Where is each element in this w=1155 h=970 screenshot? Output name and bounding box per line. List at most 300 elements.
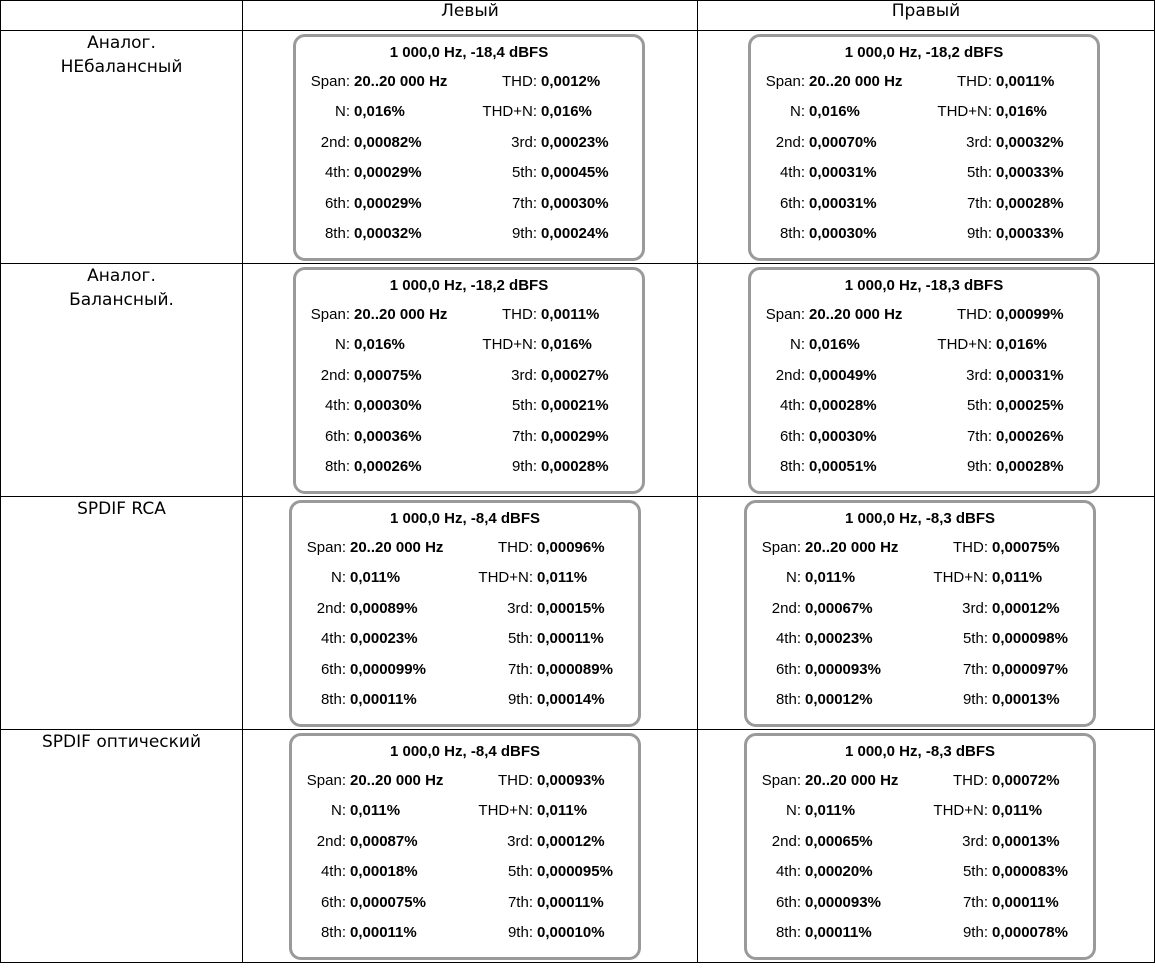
metric-value: 0,00030% xyxy=(541,194,609,212)
metric-right xyxy=(924,330,1097,360)
metric-value: 0,00036% xyxy=(354,427,422,445)
metric-row xyxy=(296,189,642,219)
metric-left xyxy=(747,857,920,887)
metric-left xyxy=(751,452,924,482)
metric-label: N: xyxy=(335,336,350,354)
metric-value: 0,00033% xyxy=(996,224,1064,242)
metric-label: 7th: xyxy=(507,660,533,678)
metric-label: 5th: xyxy=(507,630,533,648)
metric-row xyxy=(751,67,1097,97)
panel-title: 1 000,0 Hz, -8,3 dBFS xyxy=(844,743,996,760)
metric-left xyxy=(296,97,469,127)
metric-value: 20..20 000 Hz xyxy=(354,306,448,323)
metric-label: THD+N: xyxy=(482,336,537,354)
metric-label: Span: xyxy=(310,306,350,323)
metric-value: 0,00028% xyxy=(809,397,877,415)
metric-left xyxy=(747,624,920,654)
row-label: SPDIF RCA xyxy=(1,497,243,730)
metric-label: 9th: xyxy=(511,457,537,475)
metric-label: Span: xyxy=(761,539,801,556)
metric-row xyxy=(296,361,642,391)
metric-left xyxy=(292,888,465,918)
metric-right xyxy=(469,452,642,482)
metric-label: 5th: xyxy=(962,863,988,881)
metric-row xyxy=(751,219,1097,249)
metric-value: 20..20 000 Hz xyxy=(805,772,899,789)
metric-value: 0,016% xyxy=(354,103,405,121)
metric-value: 0,00045% xyxy=(541,164,609,182)
metric-right xyxy=(924,158,1097,188)
metric-row xyxy=(292,685,638,715)
table-row xyxy=(1,31,1155,264)
metric-label: 9th: xyxy=(507,690,533,708)
metric-value: 20..20 000 Hz xyxy=(809,73,903,90)
metric-label: 2nd: xyxy=(771,832,801,850)
row-label: Аналог. НЕбалансный xyxy=(1,31,243,264)
metric-row xyxy=(751,158,1097,188)
metric-right xyxy=(465,857,638,887)
metric-right xyxy=(924,391,1097,421)
metric-right xyxy=(920,594,1093,624)
metric-label: 3rd: xyxy=(507,832,533,850)
left-channel-cell xyxy=(243,264,698,497)
metric-label: 7th: xyxy=(966,427,992,445)
metric-label: 9th: xyxy=(507,923,533,941)
metric-left xyxy=(751,158,924,188)
metric-row xyxy=(292,796,638,826)
metric-right xyxy=(469,97,642,127)
metric-value: 0,00020% xyxy=(805,863,873,881)
metric-value: 0,00021% xyxy=(541,397,609,415)
metric-left xyxy=(292,624,465,654)
metric-value: 0,00032% xyxy=(996,133,1064,151)
metric-label: 4th: xyxy=(324,164,350,182)
metric-label: THD: xyxy=(502,306,537,323)
metric-label: 4th: xyxy=(779,397,805,415)
metric-label: THD: xyxy=(957,306,992,323)
metric-value: 20..20 000 Hz xyxy=(350,772,444,789)
metric-value: 0,00011% xyxy=(537,630,604,648)
metric-row xyxy=(747,594,1093,624)
metric-value: 0,000095% xyxy=(537,863,613,881)
metric-label: 6th: xyxy=(320,660,346,678)
metric-right xyxy=(465,624,638,654)
metric-left xyxy=(751,67,924,97)
measurement-panel xyxy=(748,267,1100,494)
metric-value: 0,00011% xyxy=(537,893,604,911)
metric-value: 0,00096% xyxy=(537,539,605,556)
metric-left xyxy=(747,766,920,796)
metric-value: 0,011% xyxy=(992,802,1043,820)
metric-right xyxy=(465,827,638,857)
measurement-panel xyxy=(289,500,641,727)
metric-value: 0,011% xyxy=(537,569,588,587)
metric-row xyxy=(296,128,642,158)
measurement-panel xyxy=(293,267,645,494)
metric-row xyxy=(292,533,638,563)
metric-label: 4th: xyxy=(775,630,801,648)
metric-row xyxy=(747,918,1093,948)
metric-value: 0,00089% xyxy=(350,599,418,617)
metric-label: 8th: xyxy=(320,690,346,708)
metric-left xyxy=(292,827,465,857)
metric-row xyxy=(292,827,638,857)
metric-row xyxy=(292,888,638,918)
metric-row xyxy=(296,422,642,452)
metric-value: 0,00010% xyxy=(537,923,605,941)
metric-value: 0,00011% xyxy=(350,923,417,941)
metric-right xyxy=(920,796,1093,826)
metric-value: 0,00012% xyxy=(805,690,873,708)
metric-label: 3rd: xyxy=(511,133,537,151)
metric-value: 0,00012% xyxy=(537,832,605,850)
metric-left xyxy=(747,594,920,624)
metric-left xyxy=(747,533,920,563)
metric-right xyxy=(465,918,638,948)
metric-right xyxy=(924,128,1097,158)
metric-value: 0,011% xyxy=(992,569,1043,587)
panel-title: 1 000,0 Hz, -18,2 dBFS xyxy=(389,277,549,294)
metric-value: 0,00028% xyxy=(996,194,1064,212)
metric-left xyxy=(747,918,920,948)
metric-value: 0,00072% xyxy=(992,772,1060,789)
metric-right xyxy=(469,300,642,330)
left-channel-cell xyxy=(243,31,698,264)
metric-left xyxy=(292,563,465,593)
metric-value: 0,00033% xyxy=(996,164,1064,182)
metric-left xyxy=(751,97,924,127)
metric-label: Span: xyxy=(765,73,805,90)
metric-value: 0,016% xyxy=(809,336,860,354)
metric-right xyxy=(924,300,1097,330)
metric-right xyxy=(920,533,1093,563)
row-label: SPDIF оптический xyxy=(1,730,243,963)
metric-value: 0,00029% xyxy=(354,164,422,182)
metric-label: 4th: xyxy=(320,630,346,648)
panel-title: 1 000,0 Hz, -8,3 dBFS xyxy=(844,510,996,527)
metric-label: 7th: xyxy=(962,893,988,911)
metric-left xyxy=(296,422,469,452)
metric-label: 2nd: xyxy=(775,133,805,151)
metric-label: Span: xyxy=(310,73,350,90)
panel-title: 1 000,0 Hz, -8,4 dBFS xyxy=(389,743,541,760)
metric-left xyxy=(751,300,924,330)
metric-label: 6th: xyxy=(775,660,801,678)
metric-left xyxy=(296,361,469,391)
metric-value: 0,00067% xyxy=(805,599,873,617)
metric-label: 6th: xyxy=(779,427,805,445)
metric-row xyxy=(747,624,1093,654)
metric-label: N: xyxy=(790,336,805,354)
metric-label: N: xyxy=(335,103,350,121)
metric-right xyxy=(465,533,638,563)
metric-value: 0,016% xyxy=(996,336,1047,354)
metric-right xyxy=(924,219,1097,249)
metric-value: 0,0012% xyxy=(541,73,601,90)
metric-label: Span: xyxy=(306,539,346,556)
panel-title: 1 000,0 Hz, -18,3 dBFS xyxy=(844,277,1004,294)
metric-label: 8th: xyxy=(324,457,350,475)
metric-value: 0,00075% xyxy=(992,539,1060,556)
metric-label: 7th: xyxy=(511,194,537,212)
table-row xyxy=(1,730,1155,963)
metric-label: 8th: xyxy=(324,224,350,242)
metric-label: Span: xyxy=(765,306,805,323)
metric-row xyxy=(292,857,638,887)
metric-right xyxy=(920,766,1093,796)
panel-title: 1 000,0 Hz, -18,4 dBFS xyxy=(389,44,549,61)
metric-label: 8th: xyxy=(775,923,801,941)
metric-value: 0,000089% xyxy=(537,660,613,678)
header-row xyxy=(1,1,1155,31)
metric-right xyxy=(469,158,642,188)
metric-label: 7th: xyxy=(966,194,992,212)
metric-label: THD+N: xyxy=(933,802,988,820)
metric-value: 0,016% xyxy=(541,336,592,354)
metric-value: 0,00011% xyxy=(992,893,1059,911)
header-left: Левый xyxy=(243,1,698,31)
metric-label: 2nd: xyxy=(320,133,350,151)
metric-value: 0,00027% xyxy=(541,366,609,384)
metric-value: 0,00012% xyxy=(992,599,1060,617)
metric-value: 0,00051% xyxy=(809,457,877,475)
metric-left xyxy=(747,796,920,826)
metric-value: 0,00024% xyxy=(541,224,609,242)
metric-value: 0,00023% xyxy=(541,133,609,151)
metric-value: 0,000097% xyxy=(992,660,1068,678)
metric-value: 0,016% xyxy=(996,103,1047,121)
metric-label: 3rd: xyxy=(511,366,537,384)
metric-label: 7th: xyxy=(511,427,537,445)
metric-value: 0,00070% xyxy=(809,133,877,151)
panel-title: 1 000,0 Hz, -18,2 dBFS xyxy=(844,44,1004,61)
metric-left xyxy=(751,219,924,249)
metric-value: 0,00082% xyxy=(354,133,422,151)
metric-value: 0,00093% xyxy=(537,772,605,789)
metric-value: 0,000093% xyxy=(805,660,881,678)
metric-value: 0,016% xyxy=(809,103,860,121)
metric-value: 0,00087% xyxy=(350,832,418,850)
metric-label: 2nd: xyxy=(316,599,346,617)
metric-label: 6th: xyxy=(320,893,346,911)
metric-right xyxy=(920,827,1093,857)
metric-left xyxy=(292,796,465,826)
metric-value: 0,00030% xyxy=(809,427,877,445)
metric-label: 3rd: xyxy=(962,832,988,850)
metric-right xyxy=(469,391,642,421)
metric-row xyxy=(751,128,1097,158)
metric-label: 2nd: xyxy=(316,832,346,850)
metric-left xyxy=(292,918,465,948)
metric-right xyxy=(924,97,1097,127)
metric-row xyxy=(292,918,638,948)
metric-label: 9th: xyxy=(962,923,988,941)
metric-right xyxy=(920,685,1093,715)
metric-left xyxy=(296,330,469,360)
metric-label: 2nd: xyxy=(771,599,801,617)
metric-label: 7th: xyxy=(507,893,533,911)
metric-left xyxy=(296,158,469,188)
metric-label: 9th: xyxy=(962,690,988,708)
metric-row xyxy=(292,624,638,654)
metric-label: N: xyxy=(790,103,805,121)
metric-label: N: xyxy=(786,802,801,820)
metric-left xyxy=(751,330,924,360)
metric-row xyxy=(747,766,1093,796)
metric-value: 0,00026% xyxy=(354,457,422,475)
metric-value: 0,000099% xyxy=(350,660,426,678)
metric-value: 20..20 000 Hz xyxy=(809,306,903,323)
metric-label: THD: xyxy=(953,539,988,556)
metric-value: 0,00029% xyxy=(354,194,422,212)
metric-label: THD: xyxy=(953,772,988,789)
metric-right xyxy=(469,330,642,360)
panel-title: 1 000,0 Hz, -8,4 dBFS xyxy=(389,510,541,527)
metric-right xyxy=(465,594,638,624)
metric-label: THD+N: xyxy=(478,802,533,820)
metric-right xyxy=(920,888,1093,918)
metric-label: 5th: xyxy=(507,863,533,881)
metric-value: 0,00011% xyxy=(350,690,417,708)
metric-value: 0,00015% xyxy=(537,599,605,617)
metric-value: 0,000075% xyxy=(350,893,426,911)
measurement-panel xyxy=(744,733,1096,960)
metric-left xyxy=(292,533,465,563)
metric-label: 4th: xyxy=(324,397,350,415)
metric-label: N: xyxy=(331,802,346,820)
metric-value: 0,00013% xyxy=(992,832,1060,850)
metric-right xyxy=(469,189,642,219)
metric-left xyxy=(296,189,469,219)
metric-value: 0,011% xyxy=(805,569,856,587)
metric-row xyxy=(296,158,642,188)
metric-row xyxy=(751,361,1097,391)
metric-right xyxy=(469,219,642,249)
metric-row xyxy=(296,391,642,421)
metric-label: 9th: xyxy=(511,224,537,242)
metric-label: 3rd: xyxy=(966,366,992,384)
metric-label: THD+N: xyxy=(933,569,988,587)
metric-row xyxy=(751,422,1097,452)
metric-value: 0,011% xyxy=(537,802,588,820)
metric-label: 8th: xyxy=(779,457,805,475)
metric-value: 0,00030% xyxy=(354,397,422,415)
metric-value: 0,00025% xyxy=(996,397,1064,415)
metric-left xyxy=(292,685,465,715)
metric-value: 0,000098% xyxy=(992,630,1068,648)
metric-label: 6th: xyxy=(324,427,350,445)
metric-value: 0,00031% xyxy=(996,366,1064,384)
metric-row xyxy=(292,563,638,593)
metric-label: 6th: xyxy=(779,194,805,212)
metric-row xyxy=(747,655,1093,685)
metric-label: 4th: xyxy=(320,863,346,881)
metric-row xyxy=(751,452,1097,482)
metric-value: 0,00029% xyxy=(541,427,609,445)
metric-value: 0,000083% xyxy=(992,863,1068,881)
metric-row xyxy=(296,300,642,330)
metric-value: 0,0011% xyxy=(996,73,1055,90)
metric-row xyxy=(296,452,642,482)
metric-value: 0,000078% xyxy=(992,923,1068,941)
metric-left xyxy=(296,219,469,249)
metric-row xyxy=(747,857,1093,887)
metric-value: 0,00031% xyxy=(809,164,877,182)
metric-row xyxy=(747,796,1093,826)
metric-row xyxy=(292,655,638,685)
metric-row xyxy=(751,391,1097,421)
metric-value: 0,00028% xyxy=(996,457,1064,475)
metric-row xyxy=(292,594,638,624)
metric-label: THD: xyxy=(957,73,992,90)
metric-right xyxy=(920,624,1093,654)
metric-label: THD+N: xyxy=(478,569,533,587)
metric-label: THD+N: xyxy=(937,336,992,354)
metric-label: 8th: xyxy=(775,690,801,708)
right-channel-cell xyxy=(698,31,1155,264)
metric-label: 9th: xyxy=(966,457,992,475)
left-channel-cell xyxy=(243,730,698,963)
metric-left xyxy=(751,189,924,219)
metric-label: 5th: xyxy=(966,397,992,415)
metric-right xyxy=(920,563,1093,593)
metric-left xyxy=(296,128,469,158)
metric-value: 0,00023% xyxy=(350,630,418,648)
left-channel-cell xyxy=(243,497,698,730)
metric-right xyxy=(920,857,1093,887)
metric-label: Span: xyxy=(761,772,801,789)
metric-left xyxy=(292,857,465,887)
right-channel-cell xyxy=(698,497,1155,730)
metric-label: 2nd: xyxy=(320,366,350,384)
metric-right xyxy=(465,655,638,685)
table-row xyxy=(1,497,1155,730)
metric-left xyxy=(292,655,465,685)
metric-row xyxy=(292,766,638,796)
right-channel-cell xyxy=(698,730,1155,963)
metric-label: THD+N: xyxy=(937,103,992,121)
metric-row xyxy=(751,330,1097,360)
metric-label: 2nd: xyxy=(775,366,805,384)
metric-value: 20..20 000 Hz xyxy=(805,539,899,556)
metric-row xyxy=(747,888,1093,918)
metric-value: 0,00075% xyxy=(354,366,422,384)
metric-right xyxy=(924,452,1097,482)
header-right: Правый xyxy=(698,1,1155,31)
metric-right xyxy=(924,67,1097,97)
metric-value: 0,00023% xyxy=(805,630,873,648)
metric-right xyxy=(924,361,1097,391)
metric-right xyxy=(469,361,642,391)
metric-left xyxy=(747,685,920,715)
measurement-panel xyxy=(289,733,641,960)
metric-label: THD: xyxy=(498,772,533,789)
metric-label: 5th: xyxy=(962,630,988,648)
metric-value: 0,016% xyxy=(541,103,592,121)
metric-value: 0,011% xyxy=(350,802,401,820)
metric-label: 9th: xyxy=(966,224,992,242)
metric-right xyxy=(469,128,642,158)
metric-label: 8th: xyxy=(779,224,805,242)
metric-label: 3rd: xyxy=(962,599,988,617)
metric-value: 0,00026% xyxy=(996,427,1064,445)
metric-value: 0,00099% xyxy=(996,306,1064,323)
measurement-panel xyxy=(748,34,1100,261)
metric-right xyxy=(465,563,638,593)
metric-value: 0,000093% xyxy=(805,893,881,911)
metric-right xyxy=(924,422,1097,452)
metric-row xyxy=(296,97,642,127)
